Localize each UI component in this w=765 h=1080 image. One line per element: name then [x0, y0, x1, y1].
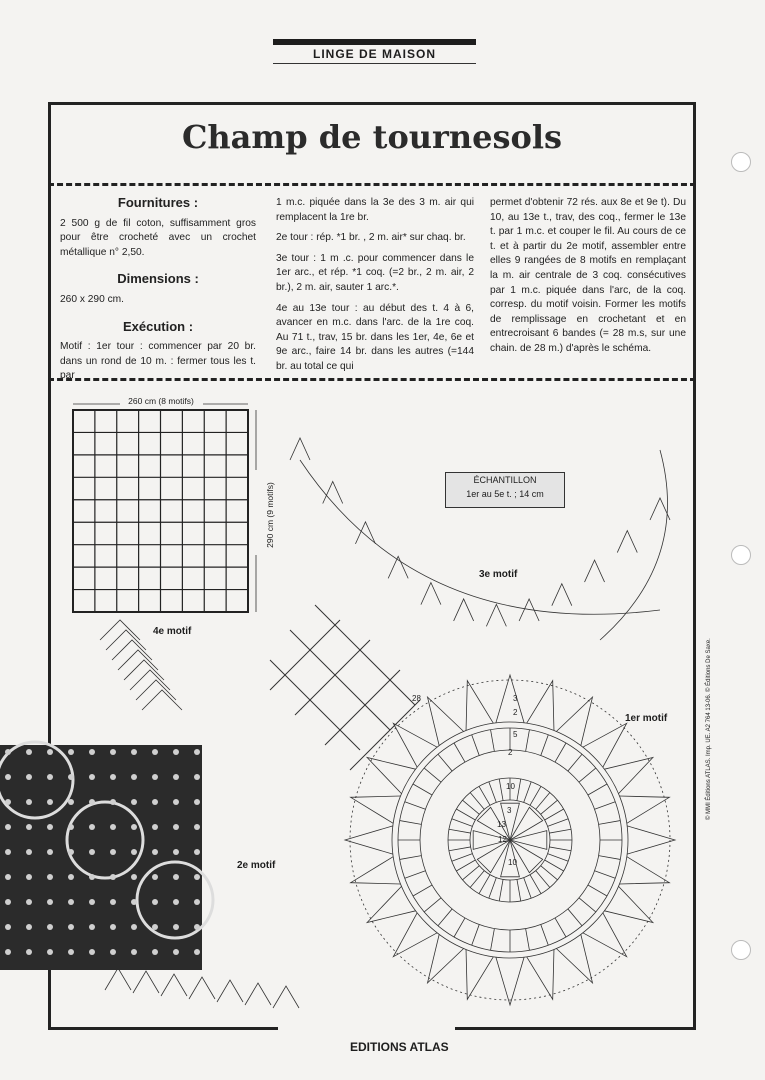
- photo-lace-dot: [173, 799, 179, 805]
- center-petal: [510, 807, 543, 840]
- stitch-ray: [472, 925, 480, 946]
- stitch-ray: [526, 730, 530, 752]
- stitch-ray: [536, 793, 550, 810]
- petal-stitch: [351, 796, 401, 823]
- photo-lace-dot: [152, 899, 158, 905]
- row-number: 12: [498, 835, 507, 844]
- petal-stitch: [556, 934, 592, 983]
- center-petal: [510, 831, 547, 850]
- photo-lace-dot: [68, 949, 74, 955]
- stitch-ray: [456, 860, 475, 871]
- arc-petal: [486, 604, 506, 626]
- photo-lace-dot: [131, 924, 137, 930]
- photo-lace-dot: [152, 749, 158, 755]
- petal-stitch: [466, 681, 493, 731]
- row-number: 2: [513, 708, 518, 717]
- stitch-ray: [588, 784, 607, 795]
- petal-stitch: [428, 697, 464, 746]
- stitch-ray: [479, 786, 490, 805]
- round-4-13-text: 4e au 13e tour : au début des t. 4 à 6, avancer en m.c. dans l'arc. de la 1re coq. Au 71 t., trav, 15 br. dans les 1er, 4e, 6e et 9e arc., faire 14 br. dans les autres (=144 br. au total ce qui: [276, 302, 474, 372]
- petal-stitch: [351, 857, 401, 884]
- photo-lace-dot: [89, 849, 95, 855]
- stitch-ray: [489, 878, 497, 899]
- stitch-ray: [449, 847, 471, 851]
- stitch-ray: [400, 856, 422, 860]
- petal-stitch: [556, 697, 592, 746]
- arc-petal: [421, 583, 441, 605]
- stitch-ray: [568, 754, 582, 771]
- photo-lace-dot: [194, 899, 200, 905]
- supplies-text: 2 500 g de fil coton, suffisamment gros pour être crocheté avec un crochet métallique n° 2,50.: [60, 217, 256, 258]
- stitch-ray: [454, 743, 465, 762]
- stitch-ray: [545, 809, 564, 820]
- stitch-ray: [438, 909, 452, 926]
- petal-stitch: [367, 758, 416, 794]
- motif-1-chart: [345, 675, 675, 1005]
- photo-lace-dot: [89, 774, 95, 780]
- dimensions-text: 260 x 290 cm.: [60, 293, 124, 305]
- photo-lace-dot: [152, 949, 158, 955]
- photo-lace-dot: [194, 824, 200, 830]
- stitch-ray: [568, 909, 582, 926]
- stitch-ray: [452, 819, 473, 827]
- stitch-ray: [499, 879, 503, 901]
- photo-lace-dot: [89, 924, 95, 930]
- stitch-ray: [595, 871, 616, 879]
- stitch-ray: [579, 898, 596, 912]
- arc-petal: [617, 531, 637, 553]
- photo-lace-dot: [152, 924, 158, 930]
- stitch-ray: [524, 782, 532, 803]
- stitch-ray: [413, 784, 432, 795]
- stitch-ray: [599, 856, 621, 860]
- photo-lace-dot: [194, 799, 200, 805]
- photo-lace-dot: [152, 874, 158, 880]
- arc-petal: [552, 584, 572, 606]
- photo-lace-dot: [194, 749, 200, 755]
- photo-lace-dot: [68, 799, 74, 805]
- stitch-ray: [545, 860, 564, 871]
- round-3-text: 3e tour : 1 m .c. pour commencer dans le 1er arc., et rép. *1 coq. (=2 br., 2 m. air, 2 br.), 2 m. air, sauter 1 arc.*.: [276, 252, 474, 293]
- binder-hole: [731, 940, 751, 960]
- stitch-ray: [463, 800, 480, 814]
- stitch-ray: [541, 800, 558, 814]
- photo-lace-dot: [152, 774, 158, 780]
- photo-lace-dot: [173, 874, 179, 880]
- photo-lace-dot: [68, 924, 74, 930]
- stitch-ray: [524, 878, 532, 899]
- stitch-ray: [599, 821, 621, 825]
- row-number: 2: [508, 748, 513, 757]
- petal-stitch: [345, 826, 393, 854]
- photo-lace-dot: [194, 874, 200, 880]
- photo-lace-dot: [110, 899, 116, 905]
- photo-lace-dot: [131, 774, 137, 780]
- photo-lace-dot: [47, 849, 53, 855]
- copyright-text: © MMI Éditions ATLAS. Imp. UE. A2 764 13-06. © Éditions De Saxe.: [706, 638, 712, 820]
- binder-hole: [731, 152, 751, 172]
- photo-lace-dot: [5, 874, 11, 880]
- arm-petal: [100, 620, 140, 640]
- petal-stitch: [604, 758, 653, 794]
- stitch-ray: [489, 782, 497, 803]
- sample-box: [445, 472, 565, 508]
- stitch-ray: [548, 854, 569, 862]
- photo-lace-dot: [152, 824, 158, 830]
- dimensions-heading: Dimensions :: [117, 271, 199, 287]
- stitch-ray: [424, 898, 441, 912]
- stitch-ray: [470, 871, 484, 888]
- row-number: 13: [497, 820, 506, 829]
- photo-lace-dot: [26, 824, 32, 830]
- arc-petal: [454, 599, 474, 621]
- photo-lace-dot: [5, 824, 11, 830]
- photo-lace-dot: [68, 824, 74, 830]
- photo-lace-dot: [131, 899, 137, 905]
- stitch-ray: [555, 743, 566, 762]
- photo-lace-dot: [5, 949, 11, 955]
- stitch-ray: [479, 875, 490, 894]
- stitch-ray: [491, 929, 495, 951]
- stitch-ray: [491, 730, 495, 752]
- petal-stitch: [604, 886, 653, 922]
- stitch-ray: [424, 768, 441, 782]
- photo-lace-dot: [131, 949, 137, 955]
- photo-lace-dot: [26, 799, 32, 805]
- photo-lace-dot: [152, 849, 158, 855]
- petal-stitch: [496, 957, 524, 1005]
- photo-lace-dot: [131, 849, 137, 855]
- stitch-ray: [405, 871, 426, 879]
- petal-stitch: [496, 675, 524, 723]
- assembly-grid: [73, 410, 248, 612]
- photo-lace-dot: [173, 899, 179, 905]
- photo-lace-dot: [110, 799, 116, 805]
- photo-lace-dot: [194, 949, 200, 955]
- lace-photo: [0, 742, 213, 970]
- stitch-ray: [400, 821, 422, 825]
- petal-stitch: [527, 681, 554, 731]
- photo-lace-dot: [68, 774, 74, 780]
- photo-lace-dot: [110, 874, 116, 880]
- photo-lace-dot: [47, 899, 53, 905]
- motif-3-arc: [290, 438, 670, 640]
- petal-stitch: [428, 934, 464, 983]
- photo-lace-dot: [173, 774, 179, 780]
- stitch-ray: [549, 829, 571, 833]
- motif-2-label: 2e motif: [237, 860, 276, 871]
- stitch-ray: [438, 754, 452, 771]
- stitch-ray: [456, 809, 475, 820]
- photo-lace-dot: [47, 924, 53, 930]
- arc-petal: [290, 438, 310, 460]
- photo-lace-dot: [89, 899, 95, 905]
- section-title: LINGE DE MAISON: [312, 47, 436, 61]
- round-2-text: 2e tour : rép. *1 br. , 2 m. air* sur chaq. br.: [276, 232, 466, 244]
- stitch-ray: [536, 871, 550, 888]
- row-number: 10: [508, 858, 517, 867]
- sample-title: ÉCHANTILLON: [473, 475, 537, 485]
- execution-heading: Exécution :: [122, 318, 194, 334]
- photo-lace-dot: [131, 749, 137, 755]
- photo-lace-dot: [47, 774, 53, 780]
- photo-lace-dot: [194, 924, 200, 930]
- assembly-text: permet d'obtenir 72 rés. aux 8e et 9e t). Du 10, au 13e t., trav, des coq., fermer le 13e t. par 1 m.c. et couper le fil. Au cours de ce t. et à partir du 2e motif, assembler entre elles 9 rangées de 8 motifs en remplaçant la m. air centrale de 3 coq. consécutives par 1 m.c. piquée dans l'arc, de la coq. corresp. du motif voisin. Former les motifs de remplissage en crochetant et en entrecroisant 6 bandes (= 28 m.s, sur une chain. de 28 m.) d'après le schéma.: [490, 197, 686, 354]
- arm-petal: [133, 971, 159, 993]
- photo-lace-dot: [173, 749, 179, 755]
- stitch-ray: [517, 879, 521, 901]
- photo-lace-dot: [110, 949, 116, 955]
- center-petal: [510, 840, 543, 873]
- stitch-ray: [526, 929, 530, 951]
- photo-lace-dot: [110, 849, 116, 855]
- petal-stitch: [367, 886, 416, 922]
- petal-stitch: [527, 950, 554, 1000]
- photo-lace-dot: [152, 799, 158, 805]
- photo-lace-dot: [47, 874, 53, 880]
- motif-4-label: 4e motif: [153, 626, 192, 637]
- photo-lace-dot: [110, 774, 116, 780]
- stitch-ray: [541, 925, 549, 946]
- stitch-ray: [463, 866, 480, 880]
- execution-text: Motif : 1er tour : commencer par 20 br. dans un rond de 10 m. : fermer tous les t. par: [60, 341, 256, 382]
- stitch-ray: [595, 802, 616, 810]
- photo-lace-dot: [5, 774, 11, 780]
- photo-lace-dot: [26, 874, 32, 880]
- petal-stitch: [627, 826, 675, 854]
- photo-lace-dot: [173, 924, 179, 930]
- petal-stitch: [620, 857, 670, 884]
- motif-3-label: 3e motif: [479, 569, 518, 580]
- photo-lace-dot: [110, 924, 116, 930]
- stitch-ray: [454, 918, 465, 937]
- photo-lace-dot: [68, 849, 74, 855]
- photo-lace-dot: [26, 924, 32, 930]
- stitch-ray: [413, 885, 432, 896]
- photo-lace-dot: [110, 749, 116, 755]
- row-number: 28: [412, 694, 421, 703]
- publisher-logo: EDITIONS ATLAS: [350, 1040, 449, 1054]
- stitch-ray: [541, 735, 549, 756]
- round-1-text: 1 m.c. piquée dans la 3e des 3 m. air qui remplacent la 1re br.: [276, 197, 474, 223]
- arm-petal: [105, 968, 131, 990]
- photo-lace-dot: [89, 799, 95, 805]
- petal-stitch: [620, 796, 670, 823]
- page-title: Champ de tournesols: [181, 118, 563, 156]
- row-number: 3: [513, 694, 518, 703]
- stitch-ray: [588, 885, 607, 896]
- photo-lace-dot: [89, 824, 95, 830]
- grid-height-label: 290 cm (9 motifs): [265, 482, 275, 548]
- photo-lace-dot: [47, 799, 53, 805]
- photo-lace-dot: [47, 749, 53, 755]
- binder-hole: [731, 545, 751, 565]
- arm-petal: [217, 980, 243, 1002]
- arc-petal: [585, 560, 605, 582]
- stitch-ray: [541, 866, 558, 880]
- stitch-ray: [452, 854, 473, 862]
- photo-lace-dot: [26, 774, 32, 780]
- stitch-ray: [549, 847, 571, 851]
- stitch-ray: [555, 918, 566, 937]
- photo-lace-dot: [68, 874, 74, 880]
- supplies-heading: Fournitures :: [117, 195, 199, 210]
- photo-lace-dot: [89, 949, 95, 955]
- photo-lace-dot: [5, 749, 11, 755]
- sample-text: 1er au 5e t. ; 14 cm: [466, 489, 544, 499]
- stitch-ray: [405, 802, 426, 810]
- photo-lace-dot: [173, 824, 179, 830]
- row-number: 3: [507, 806, 512, 815]
- photo-lace-dot: [5, 799, 11, 805]
- photo-lace-dot: [26, 949, 32, 955]
- photo-lace-dot: [89, 874, 95, 880]
- stitch-ray: [530, 875, 541, 894]
- photo-lace-dot: [131, 874, 137, 880]
- photo-lace-dot: [26, 749, 32, 755]
- arc-petal: [519, 599, 539, 621]
- motif-1-label: 1er motif: [625, 713, 668, 724]
- photo-lace-dot: [26, 899, 32, 905]
- stitch-ray: [579, 768, 596, 782]
- photo-lace-dot: [26, 849, 32, 855]
- photo-lace-dot: [47, 824, 53, 830]
- arc-petal: [323, 481, 343, 503]
- arm-petal: [245, 983, 271, 1005]
- photo-lace-dot: [68, 749, 74, 755]
- petal-stitch: [466, 950, 493, 1000]
- photo-lace-dot: [194, 849, 200, 855]
- photo-lace-dot: [110, 824, 116, 830]
- stitch-ray: [517, 779, 521, 801]
- arm-petal: [273, 986, 299, 1008]
- stitch-ray: [548, 819, 569, 827]
- photo-lace-dot: [5, 849, 11, 855]
- filler-lattice: [270, 605, 420, 770]
- photo-lace-dot: [89, 749, 95, 755]
- stitch-ray: [530, 786, 541, 805]
- photo-lace-dot: [131, 824, 137, 830]
- stitch-ray: [472, 735, 480, 756]
- photo-lace-dot: [173, 849, 179, 855]
- photo-lace-dot: [5, 924, 11, 930]
- grid-width-label: 260 cm (8 motifs): [128, 396, 194, 406]
- row-number: 5: [513, 730, 518, 739]
- photo-lace-dot: [194, 774, 200, 780]
- arm-petal: [189, 977, 215, 999]
- center-petal: [477, 840, 510, 873]
- photo-lace-dot: [131, 799, 137, 805]
- photo-lace-dot: [47, 949, 53, 955]
- row-number: 10: [506, 782, 515, 791]
- stitch-ray: [449, 829, 471, 833]
- photo-lace-dot: [173, 949, 179, 955]
- arm-petal: [161, 974, 187, 996]
- stitch-ray: [499, 779, 503, 801]
- photo-lace-dot: [5, 899, 11, 905]
- stitch-ray: [470, 793, 484, 810]
- photo-lace-dot: [68, 899, 74, 905]
